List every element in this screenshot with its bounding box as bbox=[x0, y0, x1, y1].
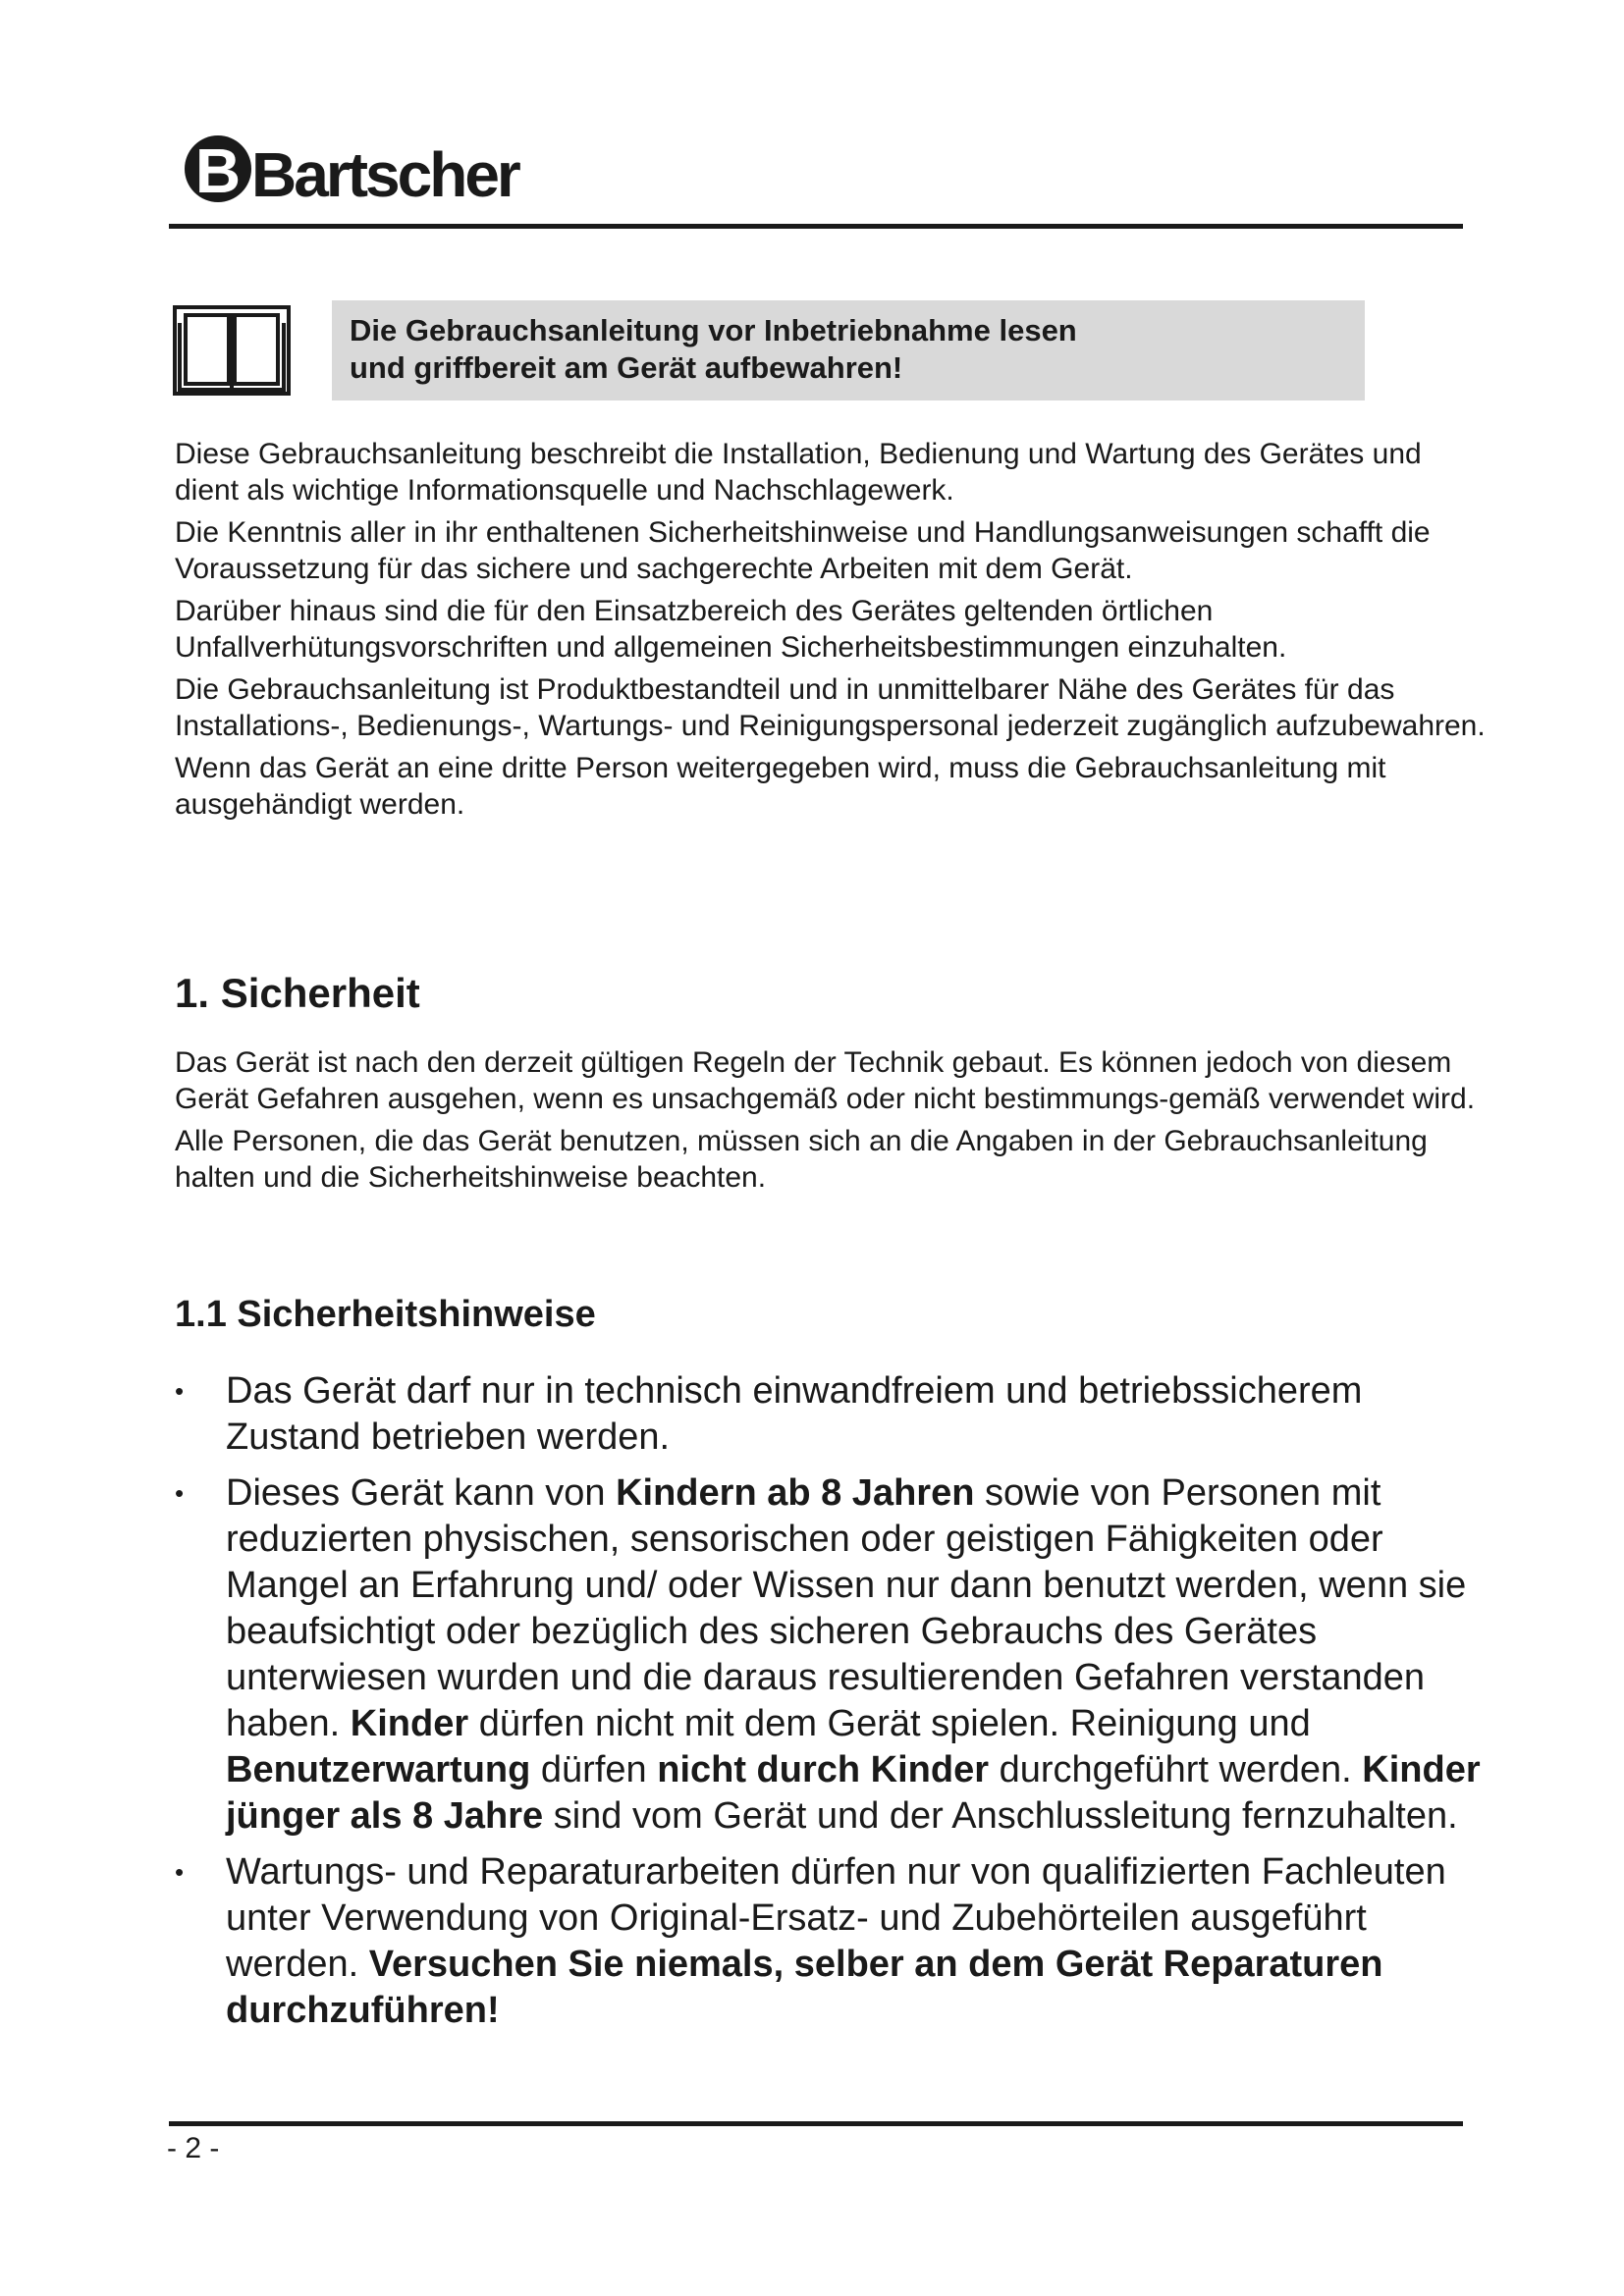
section-title-safety-notes: 1.1 Sicherheitshinweise bbox=[175, 1294, 596, 1335]
read-manual-notice bbox=[332, 300, 1365, 400]
notice-line-2: und griffbereit am Gerät aufbewahren! bbox=[350, 350, 903, 385]
bullet-emphasis: Kindern ab 8 Jahren bbox=[616, 1472, 975, 1514]
notice-line-1: Die Gebrauchsanleitung vor Inbetriebnahme lesen bbox=[350, 313, 1077, 347]
intro-text bbox=[175, 436, 1490, 828]
list-item bbox=[175, 1849, 1490, 2034]
header-rule bbox=[169, 224, 1463, 229]
intro-paragraph: Diese Gebrauchsanleitung beschreibt die Installation, Bedienung und Wartung des Gerätes und dient als wichtige Informationsquelle und Nachschlagewerk. bbox=[175, 438, 1422, 507]
bullet-emphasis: Versuchen Sie niemals, selber an dem Gerät Reparaturen durchzuführen! bbox=[226, 1944, 1383, 2031]
list-item bbox=[175, 1470, 1490, 1840]
book-icon bbox=[172, 299, 292, 398]
logo-letter: B bbox=[194, 135, 242, 206]
safety-paragraph: Das Gerät ist nach den derzeit gültigen Regeln der Technik gebaut. Es können jedoch von diesem Gerät Gefahren ausgehen, wenn es unsachgemäß oder nicht bestimmungs-gemäß verwendet wird. bbox=[175, 1046, 1476, 1115]
bullet-text: sowie von Personen mit reduzierten physischen, sensorischen oder geistigen Fähigkeiten oder Mangel an Erfahrung und/ oder Wissen nur dann benutzt werden, wenn sie beaufsichtigt oder bezüglich des sicheren Gebrauchs des Gerätes unterwiesen wurden und die daraus resultierenden Gefahren verstanden haben. bbox=[226, 1472, 1467, 1744]
safety-text bbox=[175, 1044, 1490, 1201]
intro-paragraph: Wenn das Gerät an eine dritte Person weitergegeben wird, muss die Gebrauchsanleitung mit ausgehändigt werden. bbox=[175, 752, 1386, 821]
intro-paragraph: Darüber hinaus sind die für den Einsatzbereich des Gerätes geltenden örtlichen Unfallverhütungsvorschriften und allgemeinen Sicherheitsbestimmungen einzuhalten. bbox=[175, 595, 1287, 664]
safety-notes-list bbox=[175, 1368, 1490, 2044]
bullet-text: dürfen nicht mit dem Gerät spielen. Reinigung und bbox=[468, 1703, 1311, 1744]
footer-rule bbox=[169, 2121, 1463, 2126]
bullet-emphasis: nicht durch Kinder bbox=[657, 1749, 990, 1790]
intro-paragraph: Die Gebrauchsanleitung ist Produktbestandteil und in unmittelbarer Nähe des Gerätes für das Installations-, Bedienungs-, Wartungs- und Reinigungspersonal jederzeit zugänglich aufzubewahren. bbox=[175, 673, 1486, 742]
page-number: - 2 - bbox=[167, 2132, 220, 2164]
list-item bbox=[175, 1368, 1490, 1461]
bullet-text: Das Gerät darf nur in technisch einwandfreiem und betriebssicherem Zustand betrieben werden. bbox=[226, 1370, 1363, 1458]
bullet-emphasis: Kinder bbox=[350, 1703, 469, 1744]
safety-paragraph: Alle Personen, die das Gerät benutzen, müssen sich an die Angaben in der Gebrauchsanleitung halten und die Sicherheitshinweise beachten. bbox=[175, 1125, 1428, 1194]
logo-text: Bartscher bbox=[251, 139, 518, 210]
bullet-text: dürfen bbox=[530, 1749, 658, 1790]
bullet-text: Wartungs- und Reparaturarbeiten dürfen nur von qualifizierten Fachleuten unter Verwendung von Original-Ersatz- und Zubehörteilen ausgeführt werden. bbox=[226, 1851, 1446, 1985]
bullet-emphasis: Benutzerwartung bbox=[226, 1749, 531, 1790]
section-title-safety: 1. Sicherheit bbox=[175, 970, 420, 1016]
bullet-text: durchgeführt werden. bbox=[989, 1749, 1363, 1790]
bullet-emphasis: Kinder jünger als 8 Jahre bbox=[226, 1749, 1481, 1837]
bullet-text: Dieses Gerät kann von bbox=[226, 1472, 617, 1514]
bullet-text: sind vom Gerät und der Anschlussleitung fernzuhalten. bbox=[543, 1795, 1458, 1837]
intro-paragraph: Die Kenntnis aller in ihr enthaltenen Sicherheitshinweise und Handlungsanweisungen schafft die Voraussetzung für das sichere und sachgerechte Arbeiten mit dem Gerät. bbox=[175, 516, 1431, 585]
bartscher-logo bbox=[175, 116, 518, 214]
